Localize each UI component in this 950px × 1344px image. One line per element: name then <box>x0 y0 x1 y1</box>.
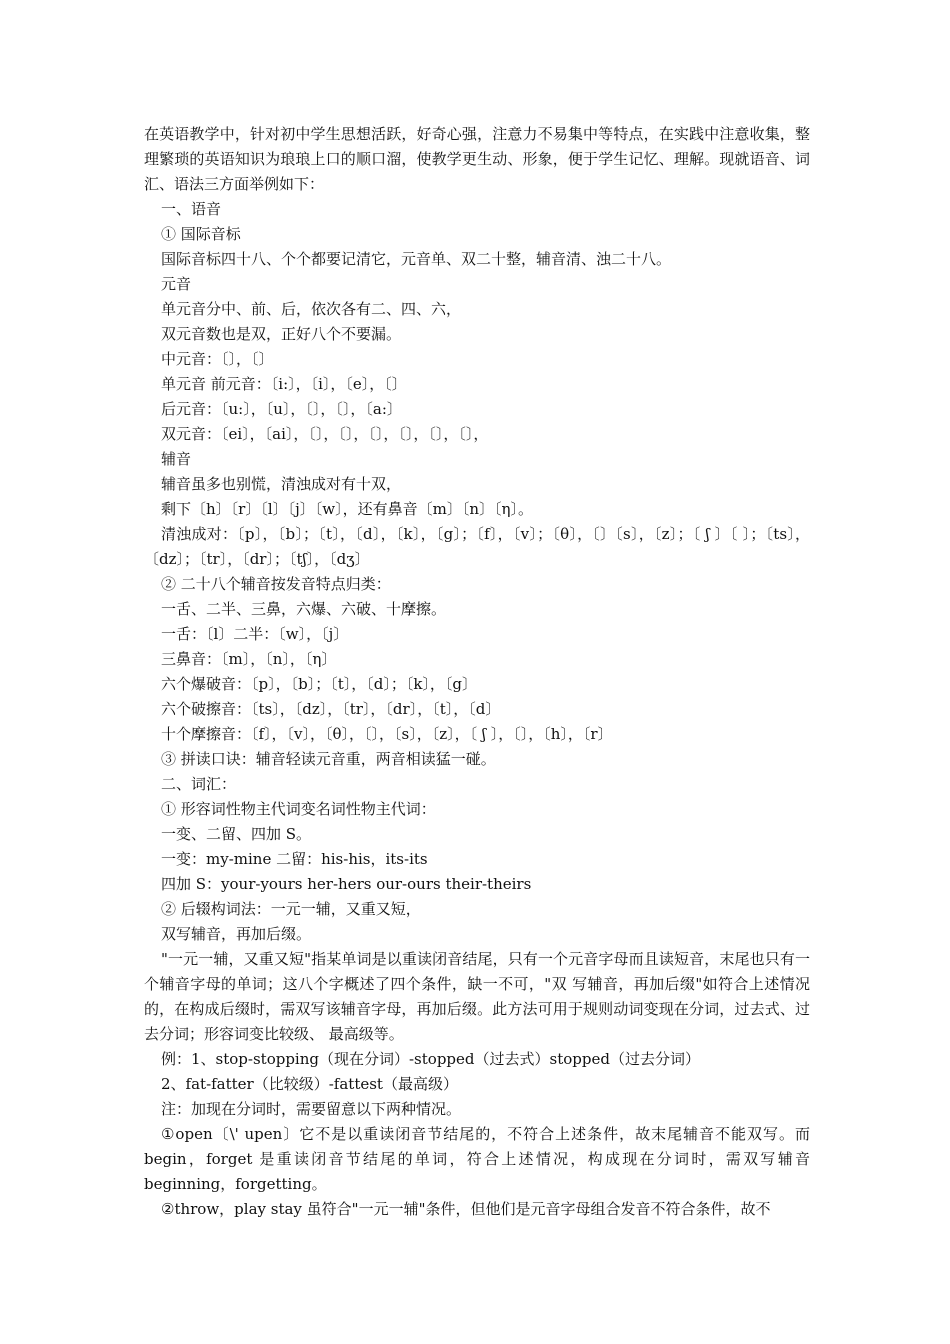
document-page <box>144 122 810 1222</box>
text-line: 双元音数也是双，正好八个不要漏。 <box>161 325 402 343</box>
consonant-classes-section <box>144 572 810 947</box>
consonant-pairs-paragraph: 清浊成对：〔p〕，〔b〕；〔t〕，〔d〕，〔k〕，〔g〕；〔f〕，〔v〕；〔θ〕，〔〕〔s〕，〔z〕；〔 ʃ 〕〔 〕；〔ts〕，〔dz〕；〔tr〕，〔dr〕；〔tʃ〕，〔dʒ〕 <box>144 525 810 568</box>
text-line: 例：1、stop-stopping（现在分词）-stopped（过去式）stopped（过去分词） <box>161 1050 700 1068</box>
text-line: 元音 <box>161 275 192 293</box>
text-line: ① 国际音标 <box>161 225 241 243</box>
open-note-paragraph: ①open〔\' upen〕它不是以重读闭音节结尾的，不符合上述条件，故末尾辅音不能双写。而begin，forget 是重读闭音节结尾的单词，符合上述情况，构成现在分词时，需双写辅音beginning，forgetting。 <box>144 1125 810 1193</box>
text-line: ① 形容词性物主代词变名词性物主代词： <box>161 800 436 818</box>
text-line: 一变、二留、四加 S。 <box>161 825 312 843</box>
text-line: 一变：my-mine 二留：his-his，its-its <box>161 850 428 868</box>
doubling-rule-paragraph: "一元一辅，又重又短"指某单词是以重读闭音结尾，只有一个元音字母而且读短音，末尾也只有一个辅音字母的单词；这八个字概述了四个条件，缺一不可，"双 写辅音，再加后缀"如符合上述情况的，在构成后缀时，需双写该辅音字母，再加后缀。此方法可用于规则动词变现在分词，过去式、过去分词；形容词变比较级、 最高级等。 <box>144 950 810 1043</box>
text-line: 双元音：〔ei〕，〔ai〕，〔〕，〔〕，〔〕，〔〕，〔〕，〔〕， <box>161 425 489 443</box>
text-line: 六个破擦音：〔ts〕，〔dz〕，〔tr〕，〔dr〕，〔t〕，〔d〕 <box>161 700 501 718</box>
text-line: 双写辅音，再加后缀。 <box>161 925 312 943</box>
text-line: ② 二十八个辅音按发音特点归类： <box>161 575 391 593</box>
text-line: 辅音 <box>161 450 192 468</box>
text-line: 国际音标四十八、个个都要记清它，元音单、双二十整，辅音清、浊二十八。 <box>161 250 672 268</box>
intro-paragraph: 在英语教学中，针对初中学生思想活跃，好奇心强，注意力不易集中等特点，在实践中注意收集，整理繁琐的英语知识为琅琅上口的顺口溜，使教学更生动、形象，便于学生记忆、理解。现就语音、词汇、语法三方面举例如下： <box>144 125 810 193</box>
text-line: 十个摩擦音：〔f〕，〔v〕，〔θ〕，〔〕，〔s〕，〔z〕，〔 ʃ 〕，〔〕，〔h〕，〔r〕 <box>161 725 613 743</box>
text-line: 单元音 前元音：〔i:〕，〔i〕，〔e〕，〔〕 <box>161 375 407 393</box>
text-line: 二、词汇： <box>161 775 237 793</box>
text-line: ② 后辍构词法：一元一辅，又重又短， <box>161 900 421 918</box>
text-line: 三鼻音：〔m〕，〔n〕，〔η〕 <box>161 650 337 668</box>
text-line: 中元音：〔〕，〔〕 <box>161 350 274 368</box>
text-line: 六个爆破音：〔p〕，〔b〕；〔t〕，〔d〕；〔k〕，〔g〕 <box>161 675 478 693</box>
throw-note-paragraph: ②throw，play stay 虽符合"一元一辅"条件，但他们是元音字母组合发音不符合条件，故不 <box>161 1200 771 1218</box>
text-line: 一舌、二半、三鼻，六爆、六破、十摩擦。 <box>161 600 447 618</box>
text-line: 单元音分中、前、后，依次各有二、四、六， <box>161 300 462 318</box>
text-line: ③ 拼读口诀：辅音轻读元音重，两音相读猛一碰。 <box>161 750 496 768</box>
text-line: 2、fat-fatter（比较级）-fattest（最高级） <box>161 1075 458 1093</box>
text-line: 注：加现在分词时，需要留意以下两种情况。 <box>161 1100 462 1118</box>
text-line: 四加 S：your-yours her-hers our-ours their-theirs <box>161 875 532 893</box>
text-line: 后元音：〔u:〕，〔u〕，〔〕，〔〕，〔a:〕 <box>161 400 402 418</box>
text-line: 一舌：〔l〕二半：〔w〕，〔j〕 <box>161 625 349 643</box>
text-line: 辅音虽多也别慌，清浊成对有十双， <box>161 475 402 493</box>
phonetics-section <box>144 197 810 572</box>
text-line: 一、语音 <box>161 200 222 218</box>
text-line: 剩下〔h〕〔r〕〔l〕〔j〕〔w〕，还有鼻音〔m〕〔n〕〔η〕。 <box>161 500 533 518</box>
examples-section <box>144 1047 810 1122</box>
